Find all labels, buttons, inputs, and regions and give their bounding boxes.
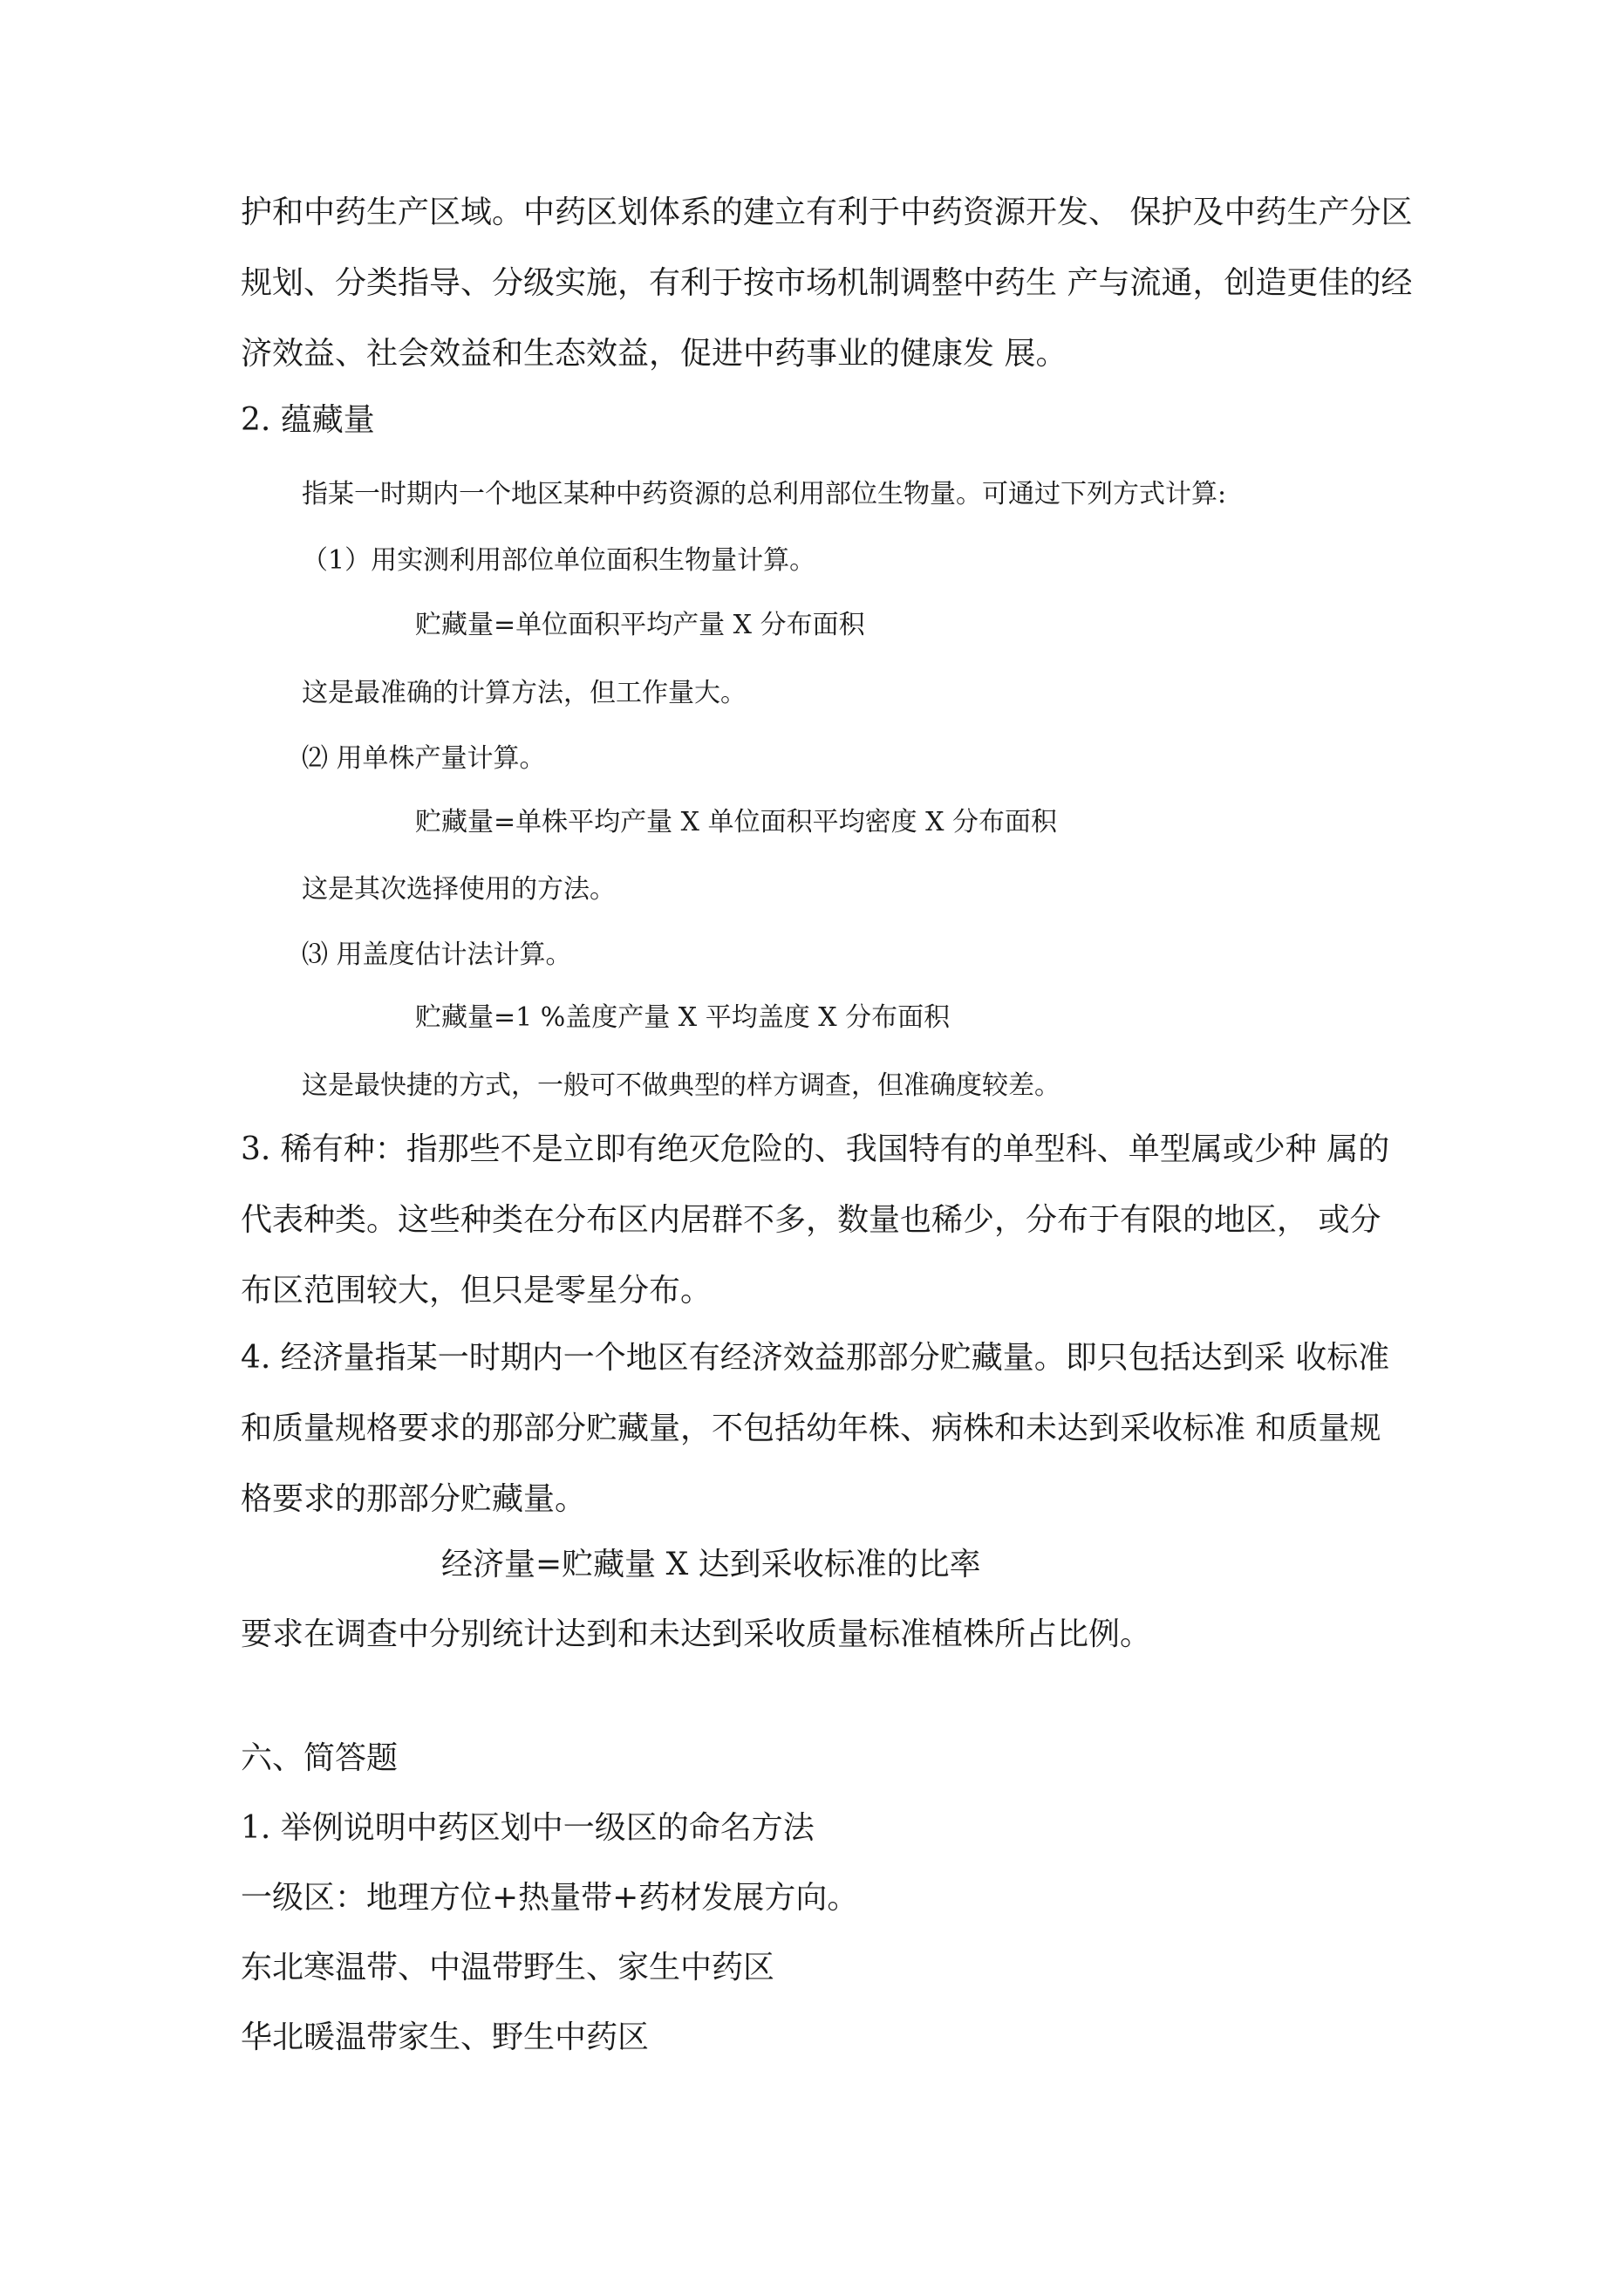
answer-line2: 东北寒温带、中温带野生、家生中药区 (241, 1950, 775, 1985)
method3-note: 这是最快捷的方式，一般可不做典型的样方调查，但准确度较差。 (302, 1070, 1060, 1101)
method1-formula: 贮藏量=单位面积平均产量 X 分布面积 (415, 610, 865, 640)
para1-line1: 护和中药生产区域。中药区划体系的建立有利于中药资源开发、 保护及中药生产分区 (241, 195, 1413, 230)
item4-note: 要求在调查中分别统计达到和未达到采收质量标准植株所占比例。 (241, 1616, 1152, 1652)
method2-note: 这是其次选择使用的方法。 (302, 874, 616, 905)
method2-formula: 贮藏量=单株平均产量 X 单位面积平均密度 X 分布面积 (415, 807, 1057, 837)
method1-title: （1）用实测利用部位单位面积生物量计算。 (302, 545, 816, 576)
economic-formula: 经济量=贮藏量 X 达到采收标准的比率 (441, 1547, 981, 1582)
item4-line2: 和质量规格要求的那部分贮藏量，不包括幼年株、病株和未达到采收标准 和质量规 (241, 1411, 1381, 1446)
answer-line1: 一级区：地理方位+热量带+药材发展方向。 (241, 1880, 859, 1916)
method1-note: 这是最准确的计算方法，但工作量大。 (302, 678, 747, 708)
answer-line3: 华北暖温带家生、野生中药区 (241, 2019, 650, 2055)
item4-line3: 格要求的那部分贮藏量。 (241, 1481, 587, 1517)
reserve-definition: 指某一时期内一个地区某种中药资源的总利用部位生物量。可通过下列方式计算: (302, 479, 1227, 509)
para1-line2: 规划、分类指导、分级实施，有利于按市场机制调整中药生 产与流通，创造更佳的经 (241, 265, 1413, 301)
section-6-heading: 六、简答题 (241, 1740, 399, 1776)
item4-line1: 4. 经济量指某一时期内一个地区有经济效益那部分贮藏量。即只包括达到采 收标准 (241, 1340, 1390, 1376)
section-2-heading: 2. 蕴藏量 (241, 402, 375, 438)
item3-line3: 布区范围较大，但只是零星分布。 (241, 1273, 713, 1309)
para1-line3: 济效益、社会效益和生态效益，促进中药事业的健康发 展。 (241, 336, 1067, 372)
item3-line1: 3. 稀有种：指那些不是立即有绝灭危险的、我国特有的单型科、单型属或少种 属的 (241, 1131, 1390, 1167)
item3-line2: 代表种类。这些种类在分布区内居群不多，数量也稀少，分布于有限的地区， 或分 (241, 1202, 1381, 1238)
method2-title: ⑵ 用单株产量计算。 (302, 743, 546, 774)
question-1: 1. 举例说明中药区划中一级区的命名方法 (241, 1810, 815, 1846)
method3-title: ⑶ 用盖度估计法计算。 (302, 940, 572, 970)
method3-formula: 贮藏量=1 %盖度产量 X 平均盖度 X 分布面积 (415, 1002, 951, 1033)
